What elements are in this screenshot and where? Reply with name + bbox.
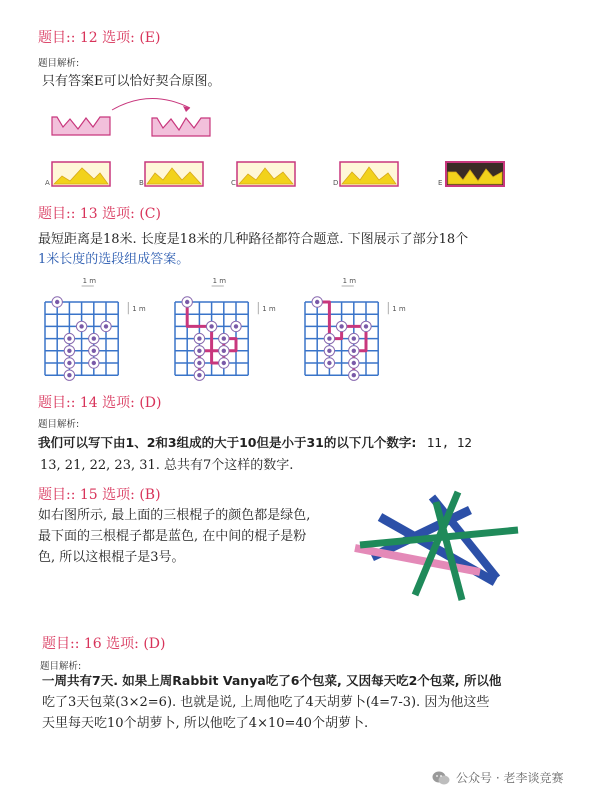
q13-scale-label-top: 1 m (82, 277, 97, 285)
q16-analysis-label: 题目解析: (40, 661, 82, 672)
wechat-icon (432, 770, 450, 786)
q13-scale-label-top: 1 m (212, 277, 227, 285)
q13-scale-label-side: 1 m (392, 305, 406, 313)
q15-text-line3: 色, 所以这根棍子是3号。 (38, 550, 185, 565)
q12-option-label-b: B (139, 179, 144, 187)
q13-scale-label-side: 1 m (132, 305, 146, 313)
q16-text-line1: 一周共有7天. 如果上周Rabbit Vanya吃了6个包菜, 又因每天吃2个包菜, 所以他 (42, 673, 502, 688)
q12-option-label-c: C (231, 179, 236, 187)
watermark (432, 769, 563, 786)
q16-title: 题目:: 16 选项: (D) (42, 636, 166, 652)
q14-title: 题目:: 14 选项: (D) (38, 395, 162, 411)
q12-option-label-a: A (45, 179, 50, 187)
q14-analysis-label: 题目解析: (38, 419, 80, 430)
q15-text-line1: 如右图所示, 最上面的三根棍子的颜色都是绿色, (38, 508, 311, 523)
q14-text-line1-numbers: 11, 12 (426, 435, 472, 450)
q14-text-line2: 13, 21, 22, 23, 31. 总共有7个这样的数字. (40, 458, 294, 473)
q13-scale-label-side: 1 m (262, 305, 276, 313)
q16-text-line3: 天里每天吃10个胡萝卜, 所以他吃了4×10=40个胡萝卜. (42, 716, 369, 731)
q13-scale-label-top: 1 m (342, 277, 357, 285)
watermark-text: 公众号 · 老李谈竞赛 (456, 771, 564, 785)
q15-text-line2: 最下面的三根棍子都是蓝色, 在中间的棍子是粉 (38, 529, 307, 544)
q13-title: 题目:: 13 选项: (C) (38, 206, 161, 222)
q12-text: 只有答案E可以恰好契合原图。 (42, 74, 221, 89)
q13-text-line2: 1米长度的选段组成答案。 (38, 252, 190, 267)
q15-title: 题目:: 15 选项: (B) (38, 487, 161, 503)
q14-text-line1: 我们可以写下由1、2和3组成的大于10但是小于31的以下几个数字: (38, 435, 417, 450)
q16-text-line2: 吃了3天包菜(3×2=6). 也就是说, 上周他吃了4天胡萝卜(4=7-3). 因为他这些 (42, 695, 490, 710)
q12-analysis-label: 题目解析: (38, 58, 80, 69)
q12-option-label-e: E (438, 179, 443, 187)
q13-text-line1: 最短距离是18米. 长度是18米的几种路径都符合题意. 下图展示了部分18个 (38, 232, 469, 247)
q12-title: 题目:: 12 选项: (E) (38, 30, 161, 46)
q12-option-label-d: D (333, 179, 339, 187)
